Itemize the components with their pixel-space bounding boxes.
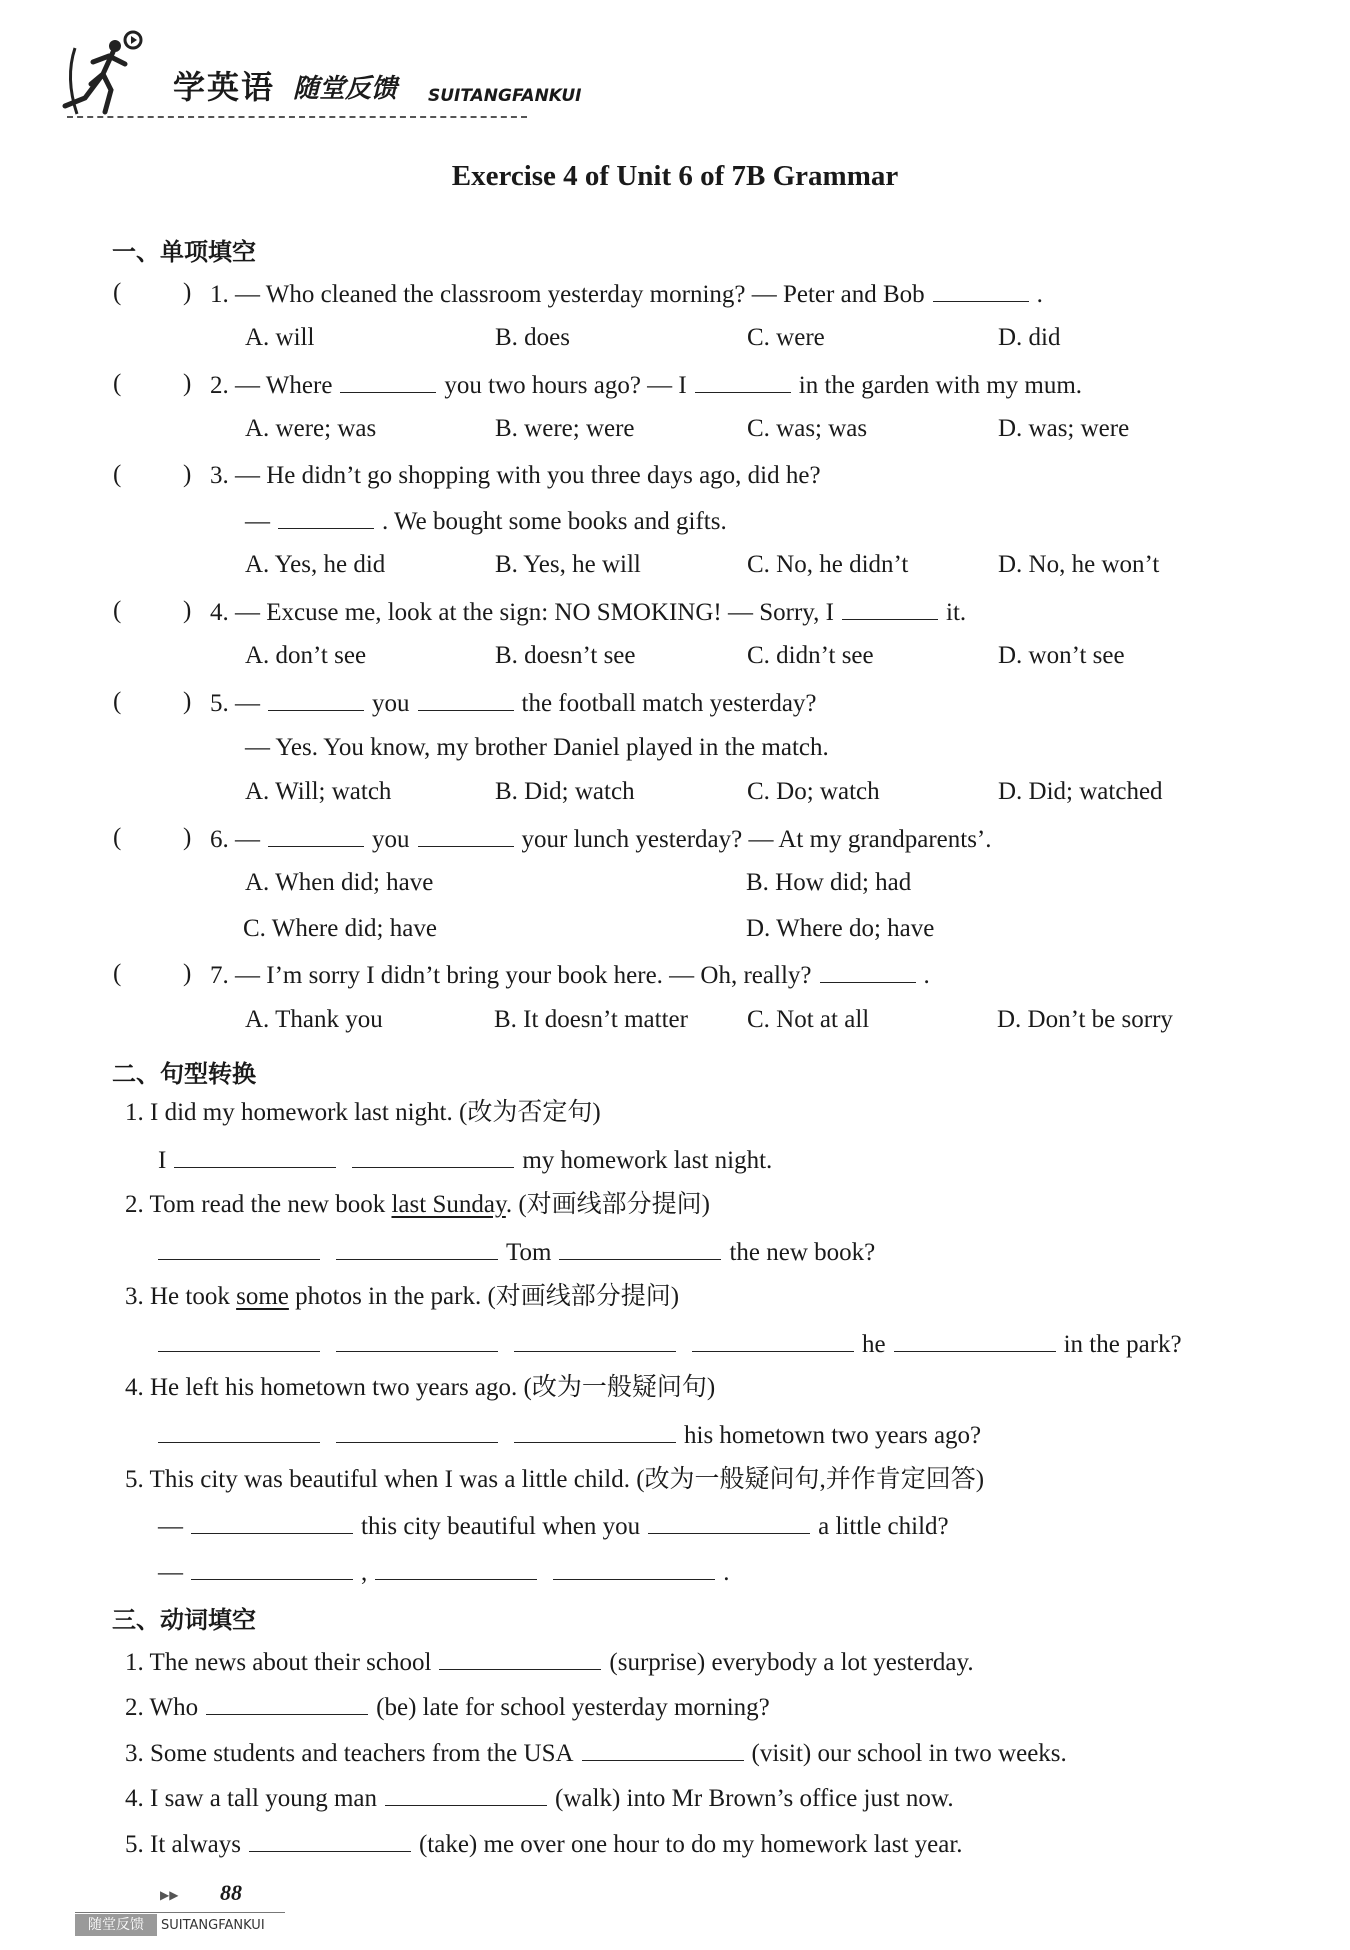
answer-blank[interactable] bbox=[559, 1237, 721, 1260]
answer-blank[interactable] bbox=[352, 1145, 514, 1168]
answer-paren[interactable]: ( ) bbox=[113, 461, 192, 488]
answer-blank[interactable] bbox=[158, 1237, 320, 1260]
transform-question: 2. Tom read the new book last Sunday. (对画线部分提问) bbox=[125, 1191, 710, 1218]
verb-fill-item: 2. Who (be) late for school yesterday morning? bbox=[125, 1694, 770, 1721]
transform-answer: — this city beautiful when you a little child? bbox=[158, 1513, 949, 1540]
option-a[interactable]: A. Will; watch bbox=[245, 778, 392, 805]
question-line: 7. — I’m sorry I didn’t bring your book here. — Oh, really? . bbox=[210, 962, 930, 989]
answer-blank[interactable] bbox=[553, 1557, 715, 1580]
question-line: 4. — Excuse me, look at the sign: NO SMOKING! — Sorry, I it. bbox=[210, 599, 967, 626]
answer-blank[interactable] bbox=[695, 370, 791, 393]
brand-subtitle-cn: 随堂反馈 bbox=[293, 74, 398, 104]
brand-header bbox=[55, 28, 582, 128]
option-a[interactable]: A. don’t see bbox=[245, 642, 367, 669]
option-b[interactable]: B. It doesn’t matter bbox=[494, 1006, 688, 1033]
answer-blank[interactable] bbox=[894, 1329, 1056, 1352]
answer-blank[interactable] bbox=[249, 1829, 411, 1852]
option-d[interactable]: D. did bbox=[998, 324, 1061, 351]
answer-blank[interactable] bbox=[385, 1783, 547, 1806]
option-d[interactable]: D. Don’t be sorry bbox=[997, 1006, 1173, 1033]
verb-fill-item: 1. The news about their school (surprise) everybody a lot yesterday. bbox=[125, 1649, 974, 1676]
answer-blank[interactable] bbox=[174, 1145, 336, 1168]
option-a[interactable]: A. were; was bbox=[245, 415, 377, 442]
option-a[interactable]: A. Thank you bbox=[245, 1006, 383, 1033]
footer-tag-en: SUITANGFANKUI bbox=[161, 1918, 265, 1933]
answer-blank[interactable] bbox=[336, 1329, 498, 1352]
answer-blank[interactable] bbox=[268, 824, 364, 847]
answer-blank[interactable] bbox=[278, 506, 374, 529]
brand-title-en: SUITANGFANKUI bbox=[428, 86, 582, 106]
option-b[interactable]: B. How did; had bbox=[746, 869, 912, 896]
option-b[interactable]: B. Did; watch bbox=[495, 778, 635, 805]
runner-logo-icon bbox=[55, 28, 165, 124]
answer-blank[interactable] bbox=[933, 279, 1029, 302]
option-d[interactable]: D. No, he won’t bbox=[998, 551, 1160, 578]
underlined-phrase: some bbox=[236, 1283, 289, 1310]
transform-answer: I my homework last night. bbox=[158, 1147, 773, 1174]
question-line-2: — . We bought some books and gifts. bbox=[245, 508, 727, 535]
answer-blank[interactable] bbox=[514, 1420, 676, 1443]
option-d[interactable]: D. was; were bbox=[998, 415, 1130, 442]
option-a[interactable]: A. Yes, he did bbox=[245, 551, 386, 578]
answer-blank[interactable] bbox=[648, 1511, 810, 1534]
transform-question: 1. I did my homework last night. (改为否定句) bbox=[125, 1099, 601, 1126]
section-heading: 一、单项填空 bbox=[112, 238, 256, 266]
option-c[interactable]: C. was; was bbox=[747, 415, 868, 442]
answer-paren[interactable]: ( ) bbox=[113, 370, 192, 397]
option-d[interactable]: D. Where do; have bbox=[746, 915, 935, 942]
transform-question: 4. He left his hometown two years ago. (改为一般疑问句) bbox=[125, 1374, 716, 1401]
question-line: 1. — Who cleaned the classroom yesterday morning? — Peter and Bob . bbox=[210, 281, 1043, 308]
answer-blank[interactable] bbox=[692, 1329, 854, 1352]
answer-blank[interactable] bbox=[268, 688, 364, 711]
question-line: 5. — you the football match yesterday? bbox=[210, 690, 817, 717]
answer-blank[interactable] bbox=[158, 1420, 320, 1443]
option-b[interactable]: B. doesn’t see bbox=[495, 642, 636, 669]
answer-paren[interactable]: ( ) bbox=[113, 960, 192, 987]
answer-blank[interactable] bbox=[191, 1557, 353, 1580]
section-heading: 三、动词填空 bbox=[112, 1606, 256, 1634]
transform-question: 3. He took some photos in the park. (对画线部分提问) bbox=[125, 1283, 680, 1310]
page-title: Exercise 4 of Unit 6 of 7B Grammar bbox=[451, 160, 899, 192]
answer-paren[interactable]: ( ) bbox=[113, 824, 192, 851]
option-b[interactable]: B. were; were bbox=[495, 415, 635, 442]
verb-fill-item: 5. It always (take) me over one hour to do my homework last year. bbox=[125, 1831, 963, 1858]
option-c[interactable]: C. Do; watch bbox=[747, 778, 880, 805]
option-d[interactable]: D. won’t see bbox=[998, 642, 1125, 669]
option-c[interactable]: C. Not at all bbox=[747, 1006, 870, 1033]
double-arrow-icon: ▶▶ bbox=[160, 1888, 179, 1902]
question-line: 3. — He didn’t go shopping with you three days ago, did he? bbox=[210, 462, 821, 489]
transform-answer-2: — , . bbox=[158, 1559, 730, 1586]
footer-tag: 随堂反馈 bbox=[75, 1914, 157, 1936]
question-line: 6. — you your lunch yesterday? — At my grandparents’. bbox=[210, 826, 992, 853]
underlined-phrase: last Sunday bbox=[391, 1191, 506, 1218]
option-a[interactable]: A. When did; have bbox=[245, 869, 434, 896]
answer-blank[interactable] bbox=[582, 1738, 744, 1761]
page-number: 88 bbox=[220, 1880, 242, 1905]
option-c[interactable]: C. No, he didn’t bbox=[747, 551, 909, 578]
header-divider bbox=[67, 116, 527, 118]
answer-paren[interactable]: ( ) bbox=[113, 688, 192, 715]
option-c[interactable]: C. Where did; have bbox=[243, 915, 437, 942]
answer-blank[interactable] bbox=[418, 688, 514, 711]
transform-answer: he in the park? bbox=[150, 1329, 1182, 1360]
option-a[interactable]: A. will bbox=[245, 324, 315, 351]
answer-blank[interactable] bbox=[158, 1329, 320, 1352]
transform-question: 5. This city was beautiful when I was a little child. (改为一般疑问句,并作肯定回答) bbox=[125, 1466, 985, 1493]
answer-blank[interactable] bbox=[336, 1237, 498, 1260]
question-line-2: — Yes. You know, my brother Daniel played in the match. bbox=[245, 734, 829, 761]
question-line: 2. — Where you two hours ago? — I in the garden with my mum. bbox=[210, 372, 1083, 399]
transform-answer: Tom the new book? bbox=[150, 1237, 875, 1268]
answer-blank[interactable] bbox=[820, 960, 916, 983]
option-d[interactable]: D. Did; watched bbox=[998, 778, 1163, 805]
answer-blank[interactable] bbox=[206, 1692, 368, 1715]
verb-fill-item: 4. I saw a tall young man (walk) into Mr Brown’s office just now. bbox=[125, 1785, 954, 1812]
transform-answer: his hometown two years ago? bbox=[150, 1420, 981, 1451]
section-heading: 二、句型转换 bbox=[112, 1060, 256, 1088]
answer-blank[interactable] bbox=[336, 1420, 498, 1443]
option-c[interactable]: C. were bbox=[747, 324, 825, 351]
verb-fill-item: 3. Some students and teachers from the USA (visit) our school in two weeks. bbox=[125, 1740, 1067, 1767]
answer-paren[interactable]: ( ) bbox=[113, 279, 192, 306]
answer-blank[interactable] bbox=[514, 1329, 676, 1352]
brand-title-cn: 学英语 bbox=[173, 68, 276, 106]
answer-blank[interactable] bbox=[375, 1557, 537, 1580]
answer-paren[interactable]: ( ) bbox=[113, 597, 192, 624]
answer-blank[interactable] bbox=[191, 1511, 353, 1534]
footer-rule bbox=[75, 1912, 285, 1913]
answer-blank[interactable] bbox=[439, 1647, 601, 1670]
option-b[interactable]: B. Yes, he will bbox=[495, 551, 641, 578]
option-c[interactable]: C. didn’t see bbox=[747, 642, 874, 669]
answer-blank[interactable] bbox=[842, 597, 938, 620]
option-b[interactable]: B. does bbox=[495, 324, 570, 351]
answer-blank[interactable] bbox=[340, 370, 436, 393]
answer-blank[interactable] bbox=[418, 824, 514, 847]
